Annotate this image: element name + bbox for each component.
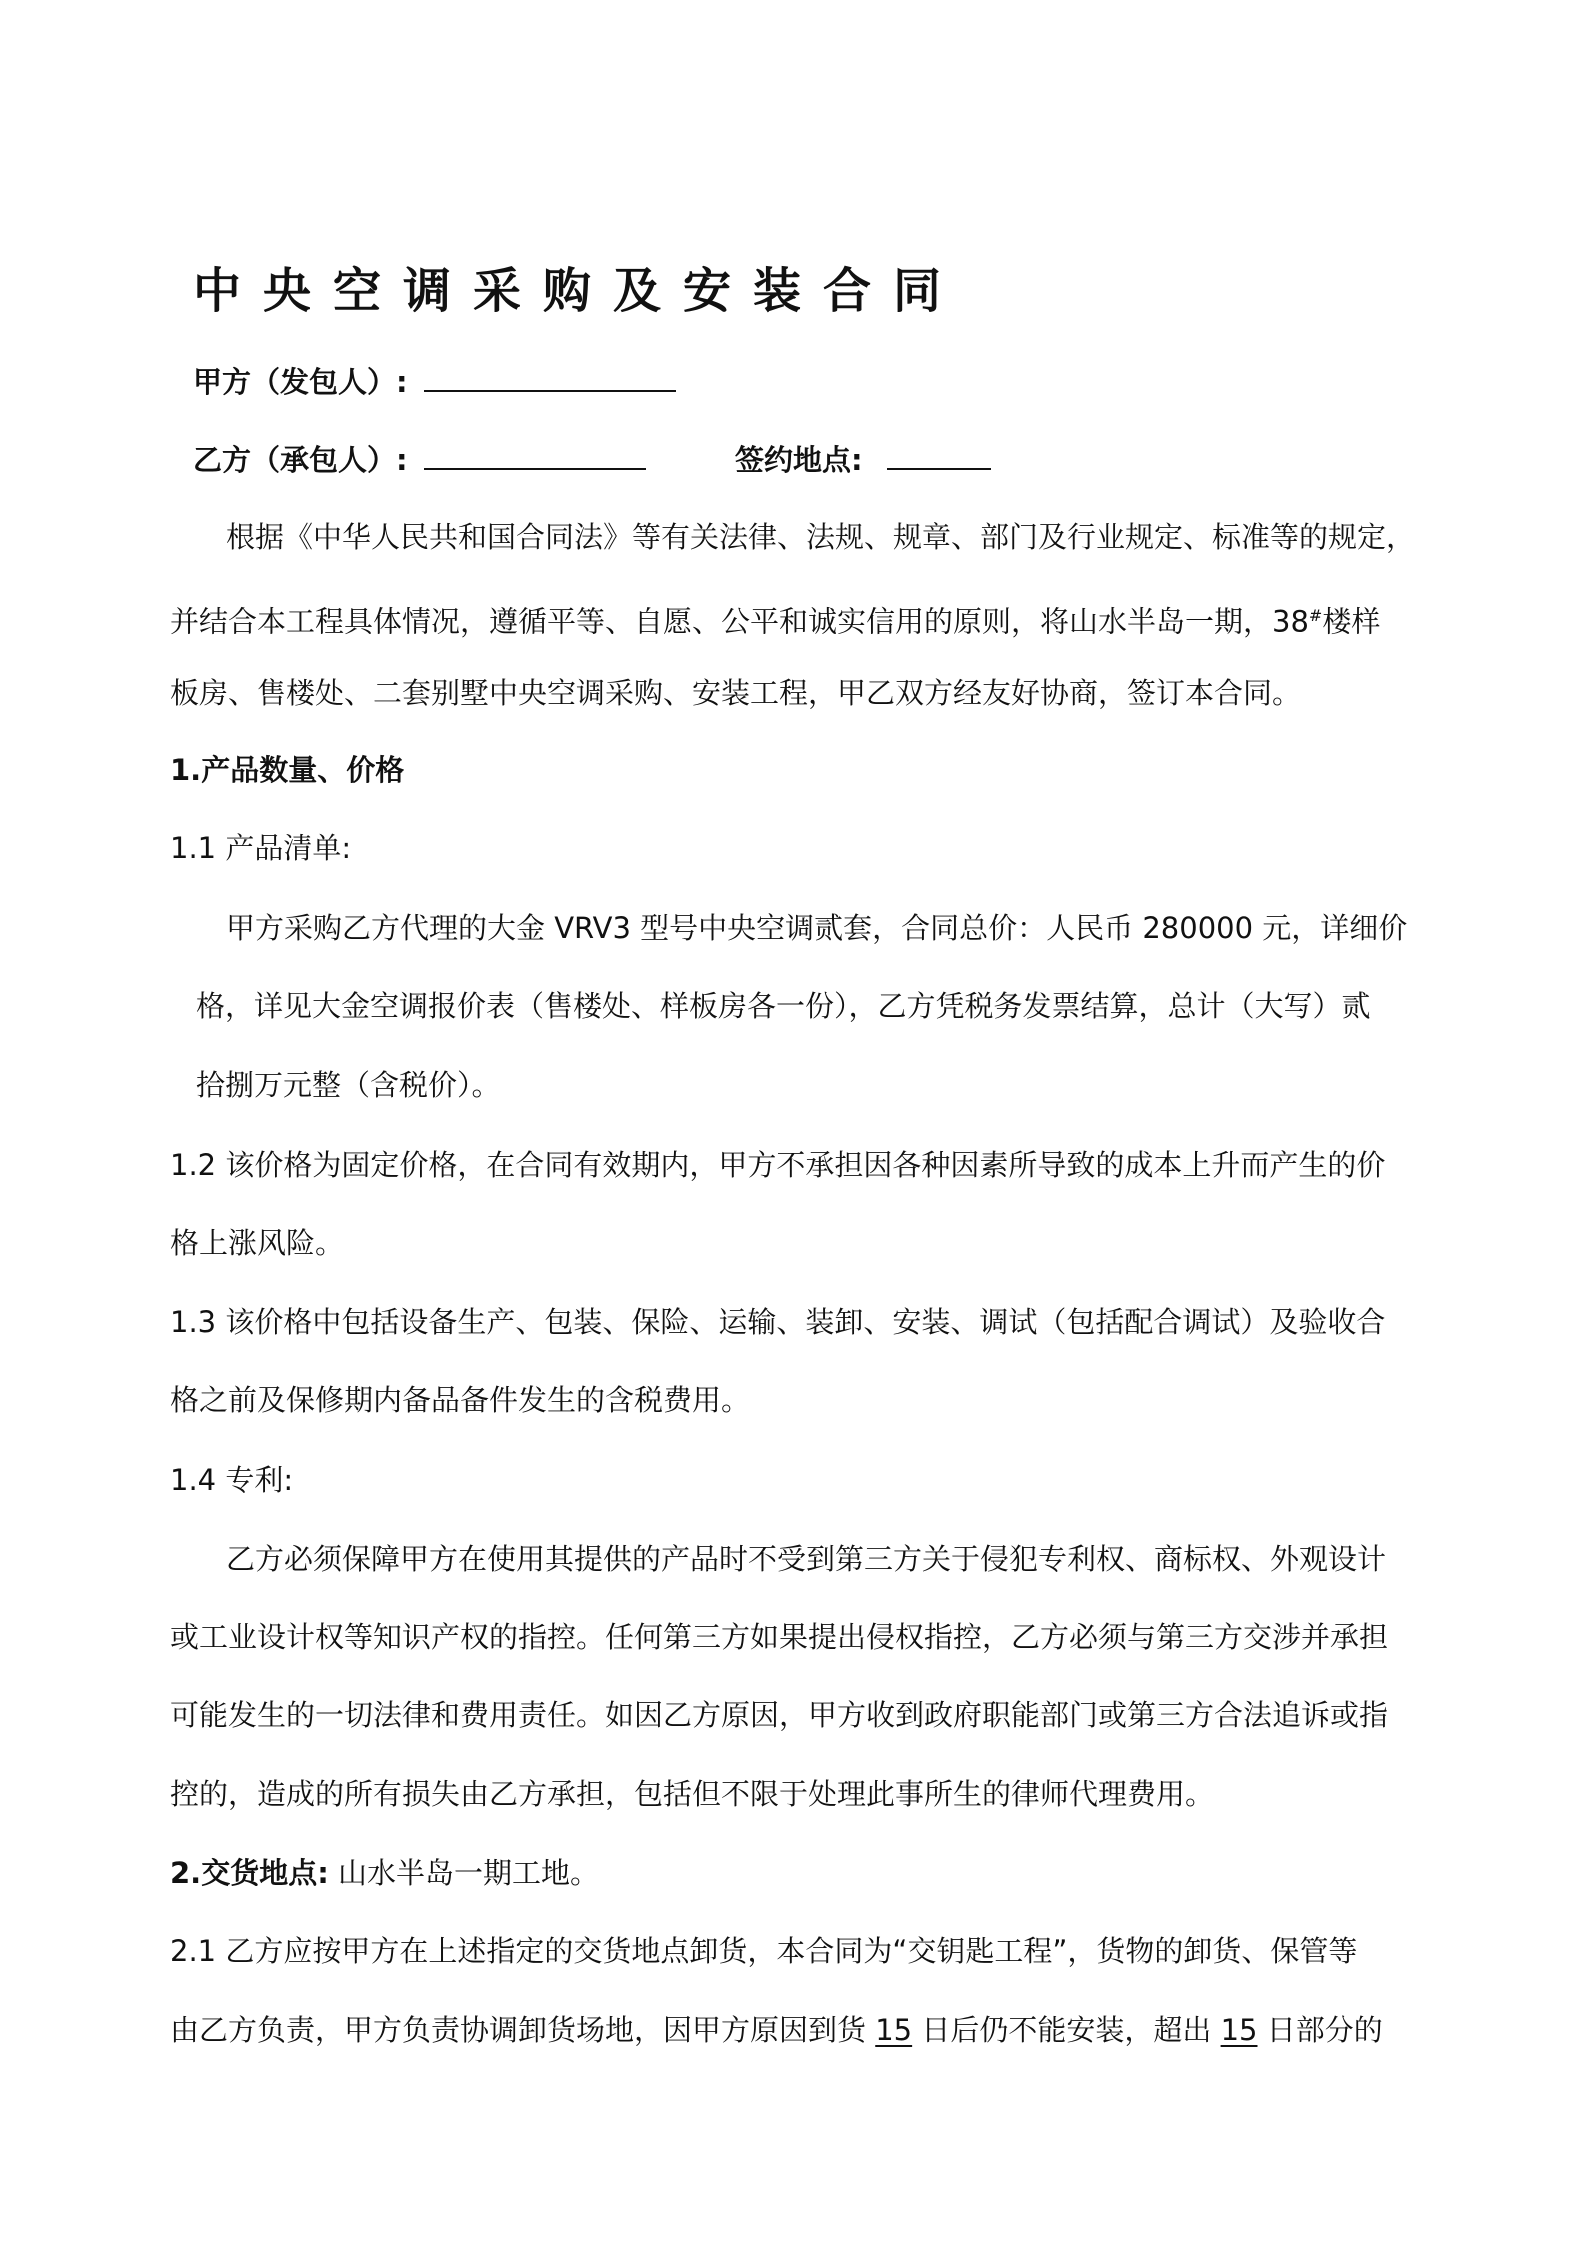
section-1-1-heading: 1.1 产品清单: bbox=[170, 831, 352, 865]
sign-place-label: 签约地点: bbox=[735, 443, 863, 477]
section-2-1-line-2-a: 由乙方负责，甲方负责协调卸货场地，因甲方原因到货 bbox=[170, 2013, 867, 2047]
intro-line-2 bbox=[170, 596, 1380, 642]
document-title: 中央空调采购及安装合同 bbox=[193, 263, 964, 319]
section-1-2-line-2: 格上涨风险。 bbox=[170, 1226, 345, 1260]
section-1-3-line-1: 1.3 该价格中包括设备生产、包装、保险、运输、装卸、安装、调试（包括配合调试）及验收合 bbox=[170, 1305, 1386, 1339]
section-2-1-line-2-b: 日后仍不能安装，超出 bbox=[921, 2013, 1212, 2047]
section-2-1-line-2 bbox=[170, 2010, 1383, 2050]
sign-place-blank bbox=[887, 438, 991, 470]
party-b-blank bbox=[424, 438, 646, 470]
section-1-2-line-1: 1.2 该价格为固定价格，在合同有效期内，甲方不承担因各种因素所导致的成本上升而产生的价 bbox=[170, 1148, 1386, 1182]
sign-place-row bbox=[735, 438, 991, 480]
section-2-row bbox=[170, 1853, 599, 1893]
party-b-row bbox=[193, 438, 646, 480]
section-2-1-line-1: 2.1 乙方应按甲方在上述指定的交货地点卸货，本合同为“交钥匙工程”，货物的卸货、保管等 bbox=[170, 1934, 1358, 1968]
delivery-days-1: 15 bbox=[875, 2013, 913, 2047]
intro-line-1: 根据《中华人民共和国合同法》等有关法律、法规、规章、部门及行业规定、标准等的规定， bbox=[226, 520, 1416, 554]
section-1-4-line-3: 可能发生的一切法律和费用责任。如因乙方原因，甲方收到政府职能部门或第三方合法追诉或指 bbox=[170, 1698, 1389, 1732]
section-1-4-line-1: 乙方必须保障甲方在使用其提供的产品时不受到第三方关于侵犯专利权、商标权、外观设计 bbox=[226, 1542, 1387, 1576]
section-1-4-heading: 1.4 专利: bbox=[170, 1463, 294, 1497]
party-a-blank bbox=[424, 360, 676, 392]
intro-line-2-end: 楼样 bbox=[1322, 604, 1381, 639]
delivery-days-2: 15 bbox=[1220, 2013, 1258, 2047]
section-1-1-line-3: 拾捌万元整（含税价）。 bbox=[196, 1068, 501, 1102]
section-2-place: 山水半岛一期工地。 bbox=[338, 1856, 600, 1890]
section-1-heading: 1.产品数量、价格 bbox=[170, 753, 405, 787]
party-b-label: 乙方（承包人）: bbox=[193, 443, 408, 477]
section-1-3-line-2: 格之前及保修期内备品备件发生的含税费用。 bbox=[170, 1383, 751, 1417]
section-1-1-line-1: 甲方采购乙方代理的大金 VRV3 型号中央空调贰套，合同总价：人民币 280000 元，详细价 bbox=[226, 911, 1408, 945]
section-2-heading: 2.交货地点: bbox=[170, 1856, 329, 1890]
section-1-1-line-2: 格，详见大金空调报价表（售楼处、样板房各一份），乙方凭税务发票结算，总计（大写）贰 bbox=[196, 989, 1371, 1023]
party-a-label: 甲方（发包人）: bbox=[193, 365, 408, 399]
intro-line-2-text: 并结合本工程具体情况，遵循平等、自愿、公平和诚实信用的原则，将山水半岛一期，38 bbox=[170, 604, 1309, 639]
party-a-row bbox=[193, 360, 676, 402]
section-1-4-line-2: 或工业设计权等知识产权的指控。任何第三方如果提出侵权指控，乙方必须与第三方交涉并承担 bbox=[170, 1620, 1389, 1654]
section-1-4-line-4: 控的，造成的所有损失由乙方承担，包括但不限于处理此事所生的律师代理费用。 bbox=[170, 1777, 1215, 1811]
intro-line-3: 板房、售楼处、二套别墅中央空调采购、安装工程，甲乙双方经友好协商，签订本合同。 bbox=[170, 676, 1302, 710]
section-2-1-line-2-c: 日部分的 bbox=[1266, 2013, 1383, 2047]
intro-superscript: # bbox=[1308, 606, 1323, 625]
